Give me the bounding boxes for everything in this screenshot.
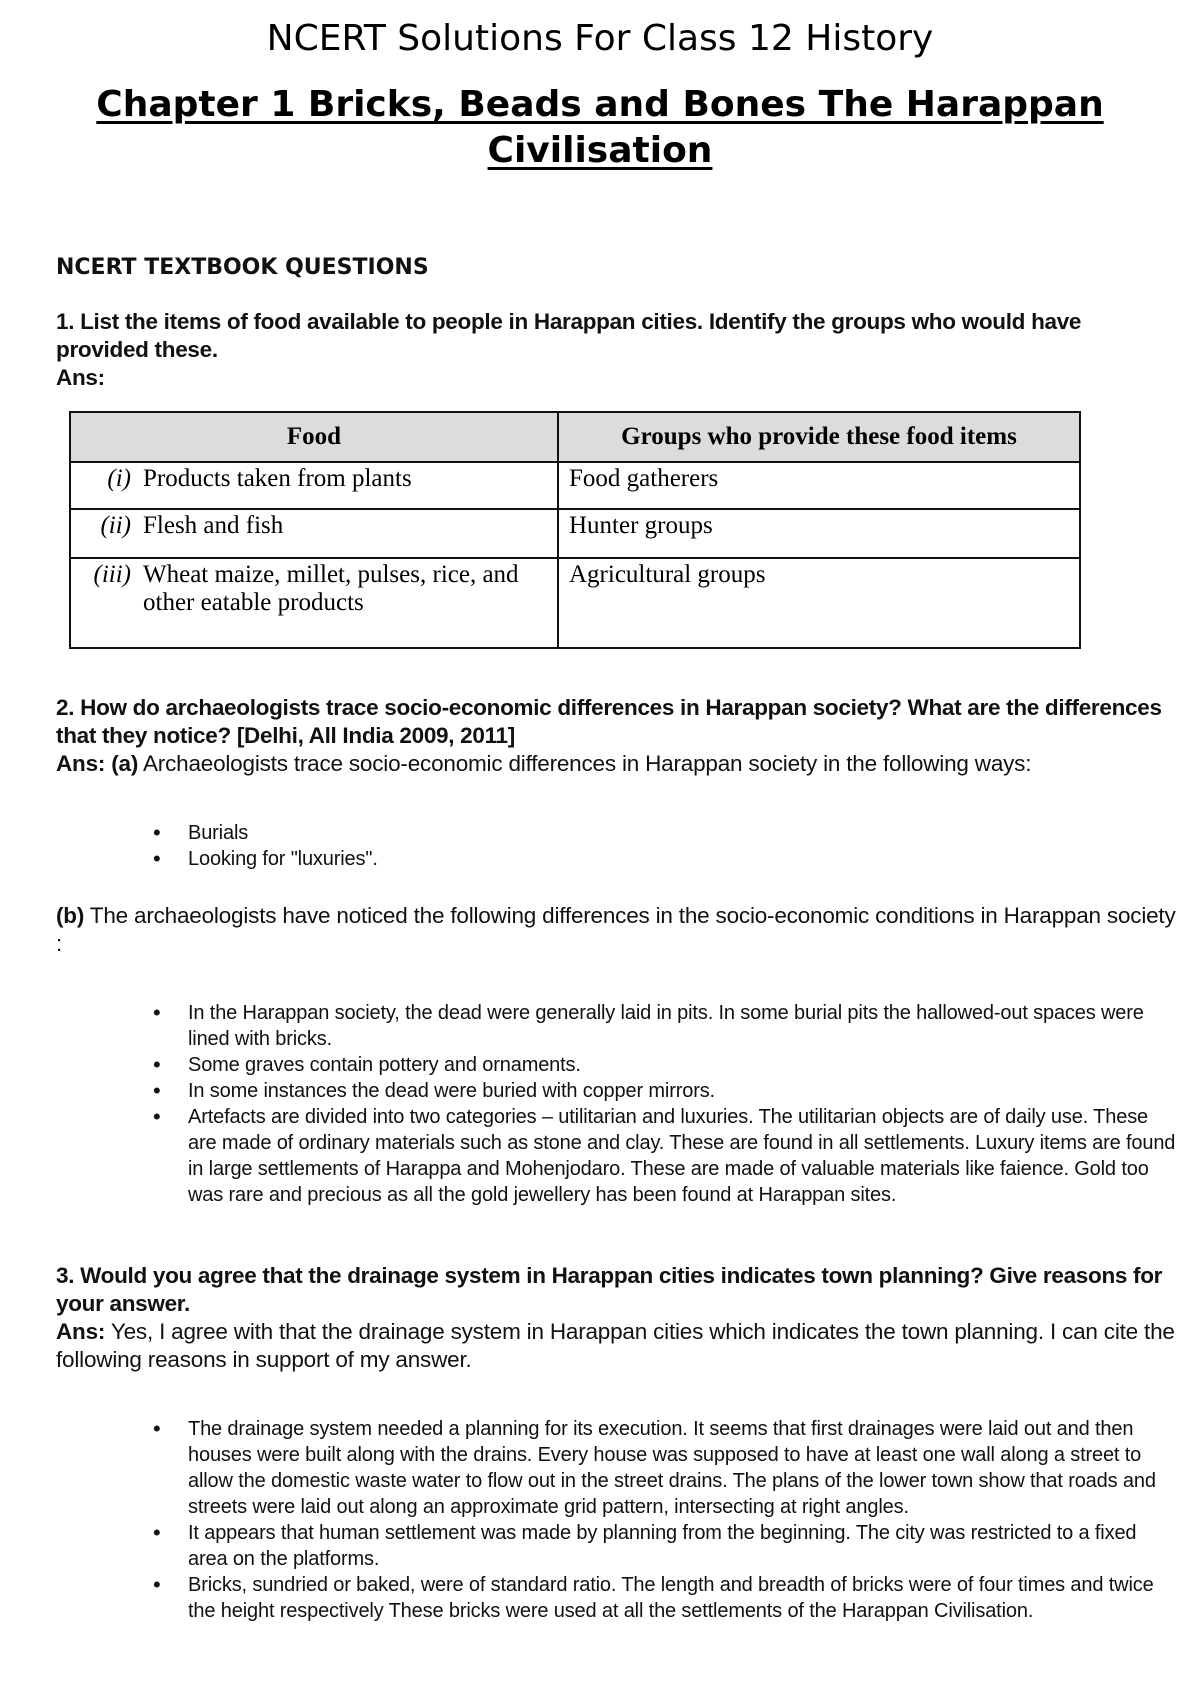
- food-table-header-groups: Groups who provide these food items: [558, 412, 1080, 462]
- list-a: [0, 820, 1178, 872]
- table-row: [70, 462, 1080, 509]
- answer-label-1: Ans:: [56, 365, 105, 390]
- list-item-text: In some instances the dead were buried with copper mirrors.: [188, 1080, 715, 1102]
- answer-label-2: Ans:: [56, 751, 106, 776]
- list-c: [0, 1416, 1178, 1624]
- list-item-text: Artefacts are divided into two categories – utilitarian and luxuries. The utilitarian objects are of daily use. These are made of ordinary materials such as stone and clay. These are found in all settlements. Luxury items are found in large settlements of Harappa and Mohenjodaro. These are made of valuable materials like faience. Gold too was rare and precious as all the gold jewellery has been found at Harappan sites.: [188, 1106, 1176, 1206]
- bullet-icon: •: [153, 1104, 161, 1129]
- bullet-icon: •: [153, 846, 161, 871]
- list-item-text: It appears that human settlement was made by planning from the beginning. The city was restricted to a fixed area on the platforms.: [188, 1522, 1137, 1570]
- list-item: [0, 1520, 1178, 1572]
- page-title: NCERT Solutions For Class 12 History: [266, 18, 934, 59]
- bullet-icon: •: [153, 1572, 161, 1597]
- food-table-header-row: [70, 412, 1080, 462]
- list-item: [0, 1104, 1178, 1208]
- group-cell: Agricultural groups: [558, 558, 1080, 648]
- list-item-text: Bricks, sundried or baked, were of standard ratio. The length and breadth of bricks were of four times and twice the height respectively These bricks were used at all the settlements of the Harappan Civilisation.: [188, 1574, 1154, 1622]
- part-b-text: The archaeologists have noticed the following differences in the socio-economic conditions in Harappan society :: [56, 903, 1176, 956]
- list-item: [0, 846, 1178, 872]
- table-row: [70, 558, 1080, 648]
- bullet-icon: •: [153, 1416, 161, 1441]
- question-1: 1. List the items of food available to people in Harappan cities. Identify the groups who would have provided these.: [56, 309, 1082, 362]
- section-heading: NCERT TEXTBOOK QUESTIONS: [56, 255, 429, 280]
- answer-3-text: Yes, I agree with that the drainage system in Harappan cities which indicates the town planning. I can cite the following reasons in support of my answer.: [56, 1319, 1175, 1372]
- answer-3: [56, 1318, 1176, 1374]
- question-2: 2. How do archaeologists trace socio-economic differences in Harappan society? What are the differences that they notice? [Delhi, All India 2009, 2011]: [56, 695, 1162, 748]
- group-cell: Food gatherers: [558, 462, 1080, 509]
- bullet-icon: •: [153, 1052, 161, 1077]
- list-b: [0, 1000, 1178, 1208]
- list-item: [0, 1052, 1178, 1078]
- list-item: [0, 820, 1178, 846]
- food-item: Products taken from plants: [143, 465, 412, 492]
- group-cell: Hunter groups: [558, 509, 1080, 558]
- food-item: Flesh and fish: [143, 512, 284, 539]
- food-cell: [70, 462, 558, 509]
- list-item: [0, 1416, 1178, 1520]
- food-table: [69, 411, 1081, 649]
- list-item-text: Burials: [188, 822, 249, 844]
- bullet-icon: •: [153, 820, 161, 845]
- list-item: [0, 1078, 1178, 1104]
- answer-2a: [56, 750, 1176, 778]
- list-item-text: In the Harappan society, the dead were generally laid in pits. In some burial pits the hallowed-out spaces were lined with bricks.: [188, 1002, 1144, 1050]
- list-item-text: The drainage system needed a planning for its execution. It seems that first drainages were laid out and then houses were built along with the drains. Every house was supposed to have at least one wall along a street to allow the domestic waste water to flow out in the street drains. The plans of the lower town show that roads and streets were laid out along an approximate grid pattern, intersecting at right angles.: [188, 1418, 1156, 1518]
- bullet-icon: •: [153, 1078, 161, 1103]
- table-row: [70, 509, 1080, 558]
- answer-2b: [56, 902, 1176, 958]
- list-item: [0, 1000, 1178, 1052]
- food-cell: [70, 558, 558, 648]
- answer-label-3: Ans:: [56, 1319, 106, 1344]
- bullet-icon: •: [153, 1000, 161, 1025]
- list-item: [0, 1572, 1178, 1624]
- chapter-title: Chapter 1 Bricks, Beads and Bones The Harappan Civilisation: [96, 84, 1104, 171]
- food-table-header-food: Food: [70, 412, 558, 462]
- question-3: 3. Would you agree that the drainage system in Harappan cities indicates town planning? Give reasons for your answer.: [56, 1263, 1163, 1316]
- food-cell: [70, 509, 558, 558]
- bullet-icon: •: [153, 1520, 161, 1545]
- part-a-text: Archaeologists trace socio-economic differences in Harappan society in the following ways:: [142, 751, 1032, 776]
- list-item-text: Some graves contain pottery and ornaments.: [188, 1054, 581, 1076]
- food-item: Wheat maize, millet, pulses, rice, and other eatable products: [143, 561, 519, 617]
- list-item-text: Looking for "luxuries".: [188, 848, 378, 870]
- row-number: (i): [107, 465, 131, 492]
- row-number: (iii): [93, 561, 131, 589]
- part-a-label: (a): [111, 751, 139, 776]
- row-number: (ii): [100, 512, 131, 539]
- part-b-label: (b): [56, 903, 85, 928]
